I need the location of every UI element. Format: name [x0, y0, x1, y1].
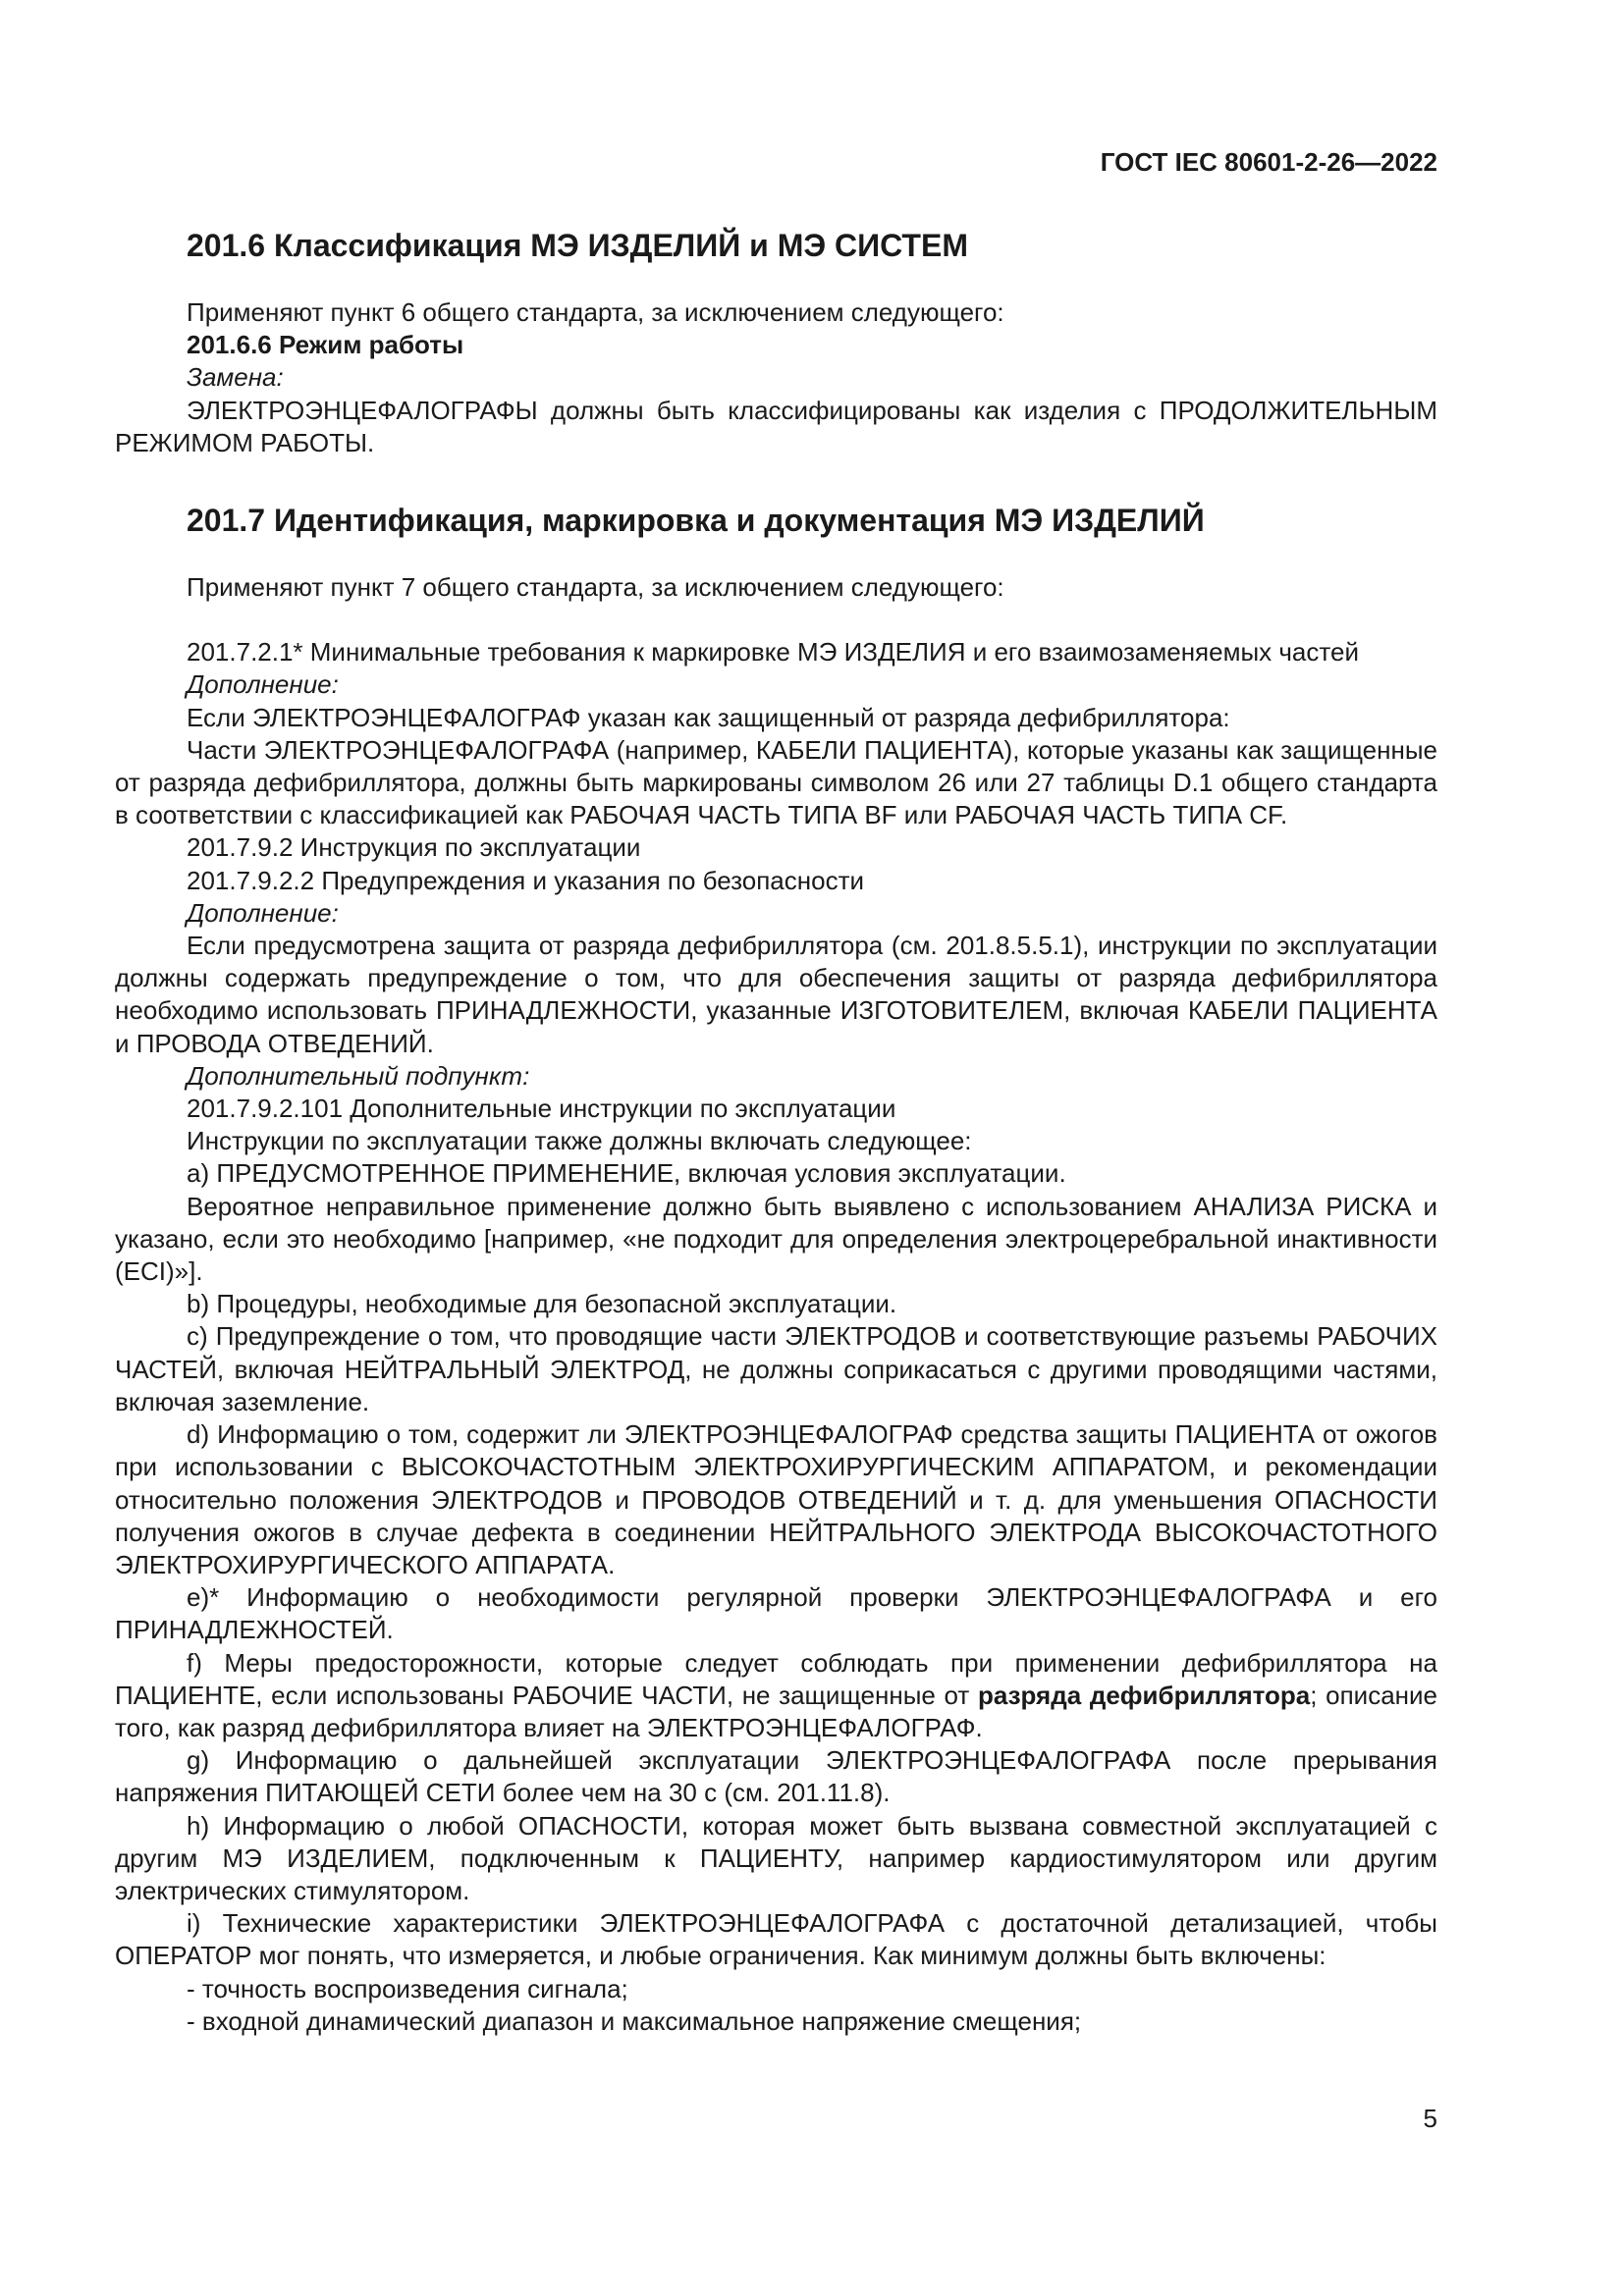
section-heading-201-6: 201.6 Классификация МЭ ИЗДЕЛИЙ и МЭ СИСТЕМ	[187, 228, 968, 263]
paragraph: 201.7.2.1* Минимальные требования к маркировке МЭ ИЗДЕЛИЯ и его взаимозаменяемых частей	[187, 637, 1359, 667]
paragraph: Если ЭЛЕКТРОЭНЦЕФАЛОГРАФ указан как защищенный от разряда дефибриллятора:	[187, 702, 1230, 732]
additional-subclause-label: Дополнительный подпункт:	[187, 1060, 530, 1091]
paragraph: Вероятное неправильное применение должно быть выявлено с использованием АНАЛИЗА РИСКА и указано, если это необходимо [например, «не подходит для определения электроцеребральной инактивности (ECI)»].	[115, 1191, 1437, 1287]
paragraph: 201.7.9.2 Инструкция по эксплуатации	[187, 832, 641, 863]
dash-item: - точность воспроизведения сигнала;	[187, 1973, 628, 2003]
list-item-i: i) Технические характеристики ЭЛЕКТРОЭНЦЕФАЛОГРАФА с достаточной детализацией, чтобы ОПЕРАТОР мог понять, что измеряется, и любые ограничения. Как минимум должны быть включены:	[115, 1908, 1437, 1971]
paragraph: Применяют пункт 6 общего стандарта, за исключением следующего:	[187, 297, 1004, 327]
list-item-g: g) Информацию о дальнейшей эксплуатации ЭЛЕКТРОЭНЦЕФАЛОГРАФА после прерывания напряжения ПИТАЮЩЕЙ СЕТИ более чем на 30 с (см. 201.11.8).	[115, 1745, 1437, 1808]
page-number: 5	[1423, 2104, 1437, 2133]
paragraph: 201.7.9.2.101 Дополнительные инструкции по эксплуатации	[187, 1094, 896, 1124]
replacement-label: Замена:	[187, 362, 284, 393]
document-code: ГОСТ IEC 80601-2-26—2022	[1100, 147, 1437, 177]
addition-label: Дополнение:	[187, 669, 339, 700]
paragraph: Части ЭЛЕКТРОЭНЦЕФАЛОГРАФА (например, КАБЕЛИ ПАЦИЕНТА), которые указаны как защищенные от разряда дефибриллятора, должны быть маркированы символом 26 или 27 таблицы D.1 общего стандарта в соответствии с классификацией как РАБОЧАЯ ЧАСТЬ ТИПА BF или РАБОЧАЯ ЧАСТЬ ТИПА CF.	[115, 734, 1437, 830]
section-heading-201-7: 201.7 Идентификация, маркировка и документация МЭ ИЗДЕЛИЙ	[187, 503, 1205, 539]
dash-item: - входной динамический диапазон и максимальное напряжение смещения;	[187, 2005, 1082, 2036]
paragraph: Применяют пункт 7 общего стандарта, за исключением следующего:	[187, 572, 1004, 603]
addition-label: Дополнение:	[187, 897, 339, 928]
list-item-a: a) ПРЕДУСМОТРЕННОЕ ПРИМЕНЕНИЕ, включая условия эксплуатации.	[187, 1158, 1066, 1189]
paragraph: Инструкции по эксплуатации также должны включать следующее:	[187, 1126, 972, 1156]
subsection-title: 201.6.6 Режим работы	[187, 330, 464, 360]
list-item-e: e)* Информацию о необходимости регулярной проверки ЭЛЕКТРОЭНЦЕФАЛОГРАФА и его ПРИНАДЛЕЖНОСТЕЙ.	[115, 1582, 1437, 1645]
spacer	[115, 604, 1437, 636]
list-item-d: d) Информацию о том, содержит ли ЭЛЕКТРОЭНЦЕФАЛОГРАФ средства защиты ПАЦИЕНТА от ожогов при использовании с ВЫСОКОЧАСТОТНЫМ ЭЛЕКТРОХИРУРГИЧЕСКИМ АППАРАТОМ, и рекомендации относительно положения ЭЛЕКТРОДОВ и ПРОВОДОВ ОТВЕДЕНИЙ и т. д. для уменьшения ОПАСНОСТИ получения ожогов в случае дефекта в соединении НЕЙТРАЛЬНОГО ЭЛЕКТРОДА ВЫСОКОЧАСТОТНОГО ЭЛЕКТРОХИРУРГИЧЕСКОГО АППАРАТА.	[115, 1419, 1437, 1579]
paragraph: Если предусмотрена защита от разряда дефибриллятора (см. 201.8.5.5.1), инструкции по эксплуатации должны содержать предупреждение о том, что для обеспечения защиты от разряда дефибриллятора необходимо использовать ПРИНАДЛЕЖНОСТИ, указанные ИЗГОТОВИТЕЛЕМ, включая КАБЕЛИ ПАЦИЕНТА и ПРОВОДА ОТВЕДЕНИЙ.	[115, 931, 1437, 1058]
list-item-f-tail: ; описание того, как разряд дефибриллятора влияет на ЭЛЕКТРОЭНЦЕФАЛОГРАФ.	[115, 1680, 1438, 1742]
list-item-h: h) Информацию о любой ОПАСНОСТИ, которая может быть вызвана совместной эксплуатацией с другим МЭ ИЗДЕЛИЕМ, подключенным к ПАЦИЕНТУ, например кардиостимулятором или другим электрических стимулятором.	[115, 1810, 1437, 1905]
list-item-c: c) Предупреждение о том, что проводящие части ЭЛЕКТРОДОВ и соответствующие разъемы РАБОЧИХ ЧАСТЕЙ, включая НЕЙТРАЛЬНЫЙ ЭЛЕКТРОД, не должны соприкасаться с другими проводящими частями, включая заземление.	[115, 1321, 1437, 1416]
paragraph: 201.7.9.2.2 Предупреждения и указания по безопасности	[187, 865, 865, 895]
list-item-f-text: f) Меры предосторожности, которые следует соблюдать при применении дефибриллятора на ПАЦИЕНТЕ, если использованы РАБОЧИЕ ЧАСТИ, не защищенные от	[115, 1647, 1437, 1710]
list-item-f-bold: разряда дефибриллятора	[977, 1680, 1311, 1710]
paragraph: ЭЛЕКТРОЭНЦЕФАЛОГРАФЫ должны быть классифицированы как изделия с ПРОДОЛЖИТЕЛЬНЫМ РЕЖИМОМ РАБОТЫ.	[115, 395, 1437, 457]
list-item-f	[115, 1647, 1437, 1745]
document-body	[115, 226, 1437, 2038]
list-item-b: b) Процедуры, необходимые для безопасной эксплуатации.	[187, 1289, 897, 1319]
